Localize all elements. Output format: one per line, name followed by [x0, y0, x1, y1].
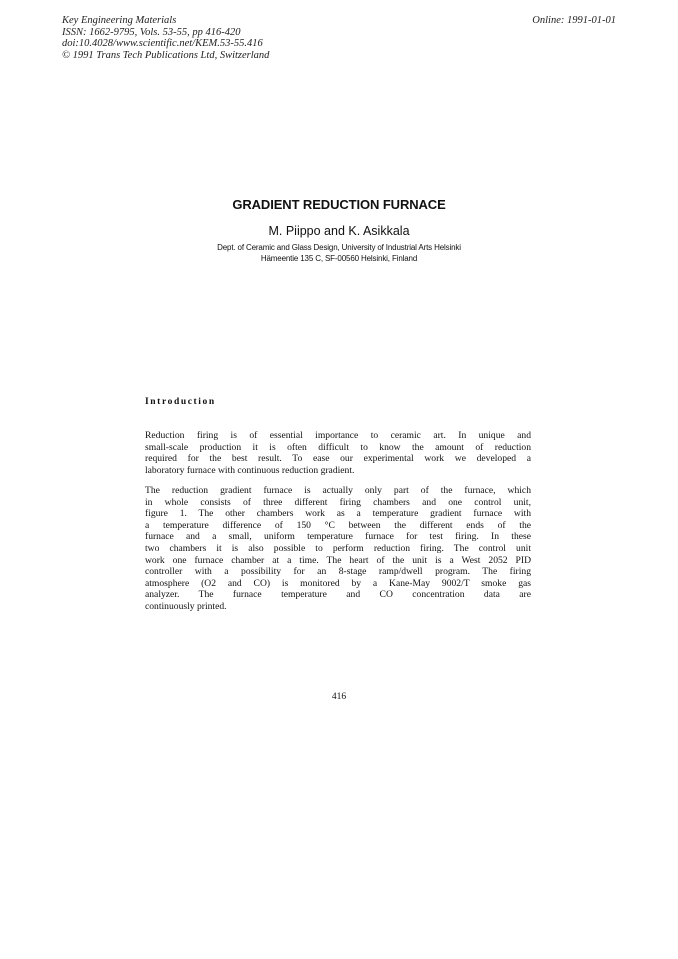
affiliation: [0, 243, 678, 264]
paragraph-line: continuously printed.: [145, 600, 227, 612]
paragraph-line: laboratory furnace with continuous reduction gradient.: [145, 464, 355, 476]
paragraph-line: two chambers it is also possible to perform reduction firing. The control unit: [145, 542, 531, 554]
paragraph-line: figure 1. The other chambers work as a temperature gradient furnace with: [145, 508, 531, 520]
paragraph-line: analyzer. The furnace temperature and CO concentration data are: [145, 589, 531, 601]
paragraph-line: small-scale production it is often difficult to know the amount of reduction: [145, 441, 531, 453]
online-date: Online: 1991-01-01: [532, 15, 616, 26]
affiliation-department: Dept. of Ceramic and Glass Design, University of Industrial Arts Helsinki: [217, 243, 461, 252]
page-number: 416: [331, 692, 347, 702]
paragraph-line: work one furnace chamber at a time. The heart of the unit is a West 2052 PID: [145, 554, 531, 566]
paragraph-line: atmosphere (O2 and CO) is monitored by a Kane-May 9002/T smoke gas: [145, 577, 531, 589]
affiliation-address: Hämeentie 135 C, SF-00560 Helsinki, Finland: [260, 253, 418, 263]
paragraph-1: [145, 430, 531, 476]
journal-name: Key Engineering Materials: [62, 15, 177, 26]
paragraph-line: required for the best result. To ease our experimental work we developed a: [145, 453, 531, 465]
paragraph-line: in whole consists of three different firing chambers and one control unit,: [145, 496, 531, 508]
paragraph-line: a temperature difference of 150 °C between the different ends of the: [145, 519, 531, 531]
paragraph-line: furnace and a small, uniform temperature furnace for test firing. In these: [145, 531, 531, 543]
paragraph-2: [145, 485, 531, 613]
paper-title: GRADIENT REDUCTION FURNACE: [232, 197, 446, 212]
journal-issn: ISSN: 1662-9795, Vols. 53-55, pp 416-420: [62, 26, 241, 38]
paragraph-line: The reduction gradient furnace is actually only part of the furnace, which: [145, 485, 531, 496]
section-heading-introduction: Introduction: [145, 397, 216, 407]
journal-copyright: © 1991 Trans Tech Publications Ltd, Switzerland: [62, 49, 270, 61]
paragraph-line: controller with a possibility for an 8-stage ramp/dwell program. The firing: [145, 566, 531, 578]
paragraph-line: Reduction firing is of essential importance to ceramic art. In unique and: [145, 430, 531, 441]
paper-authors: M. Piippo and K. Asikkala: [268, 224, 410, 238]
journal-doi: doi:10.4028/www.scientific.net/KEM.53-55.416: [62, 38, 263, 50]
journal-citation: [62, 15, 269, 61]
